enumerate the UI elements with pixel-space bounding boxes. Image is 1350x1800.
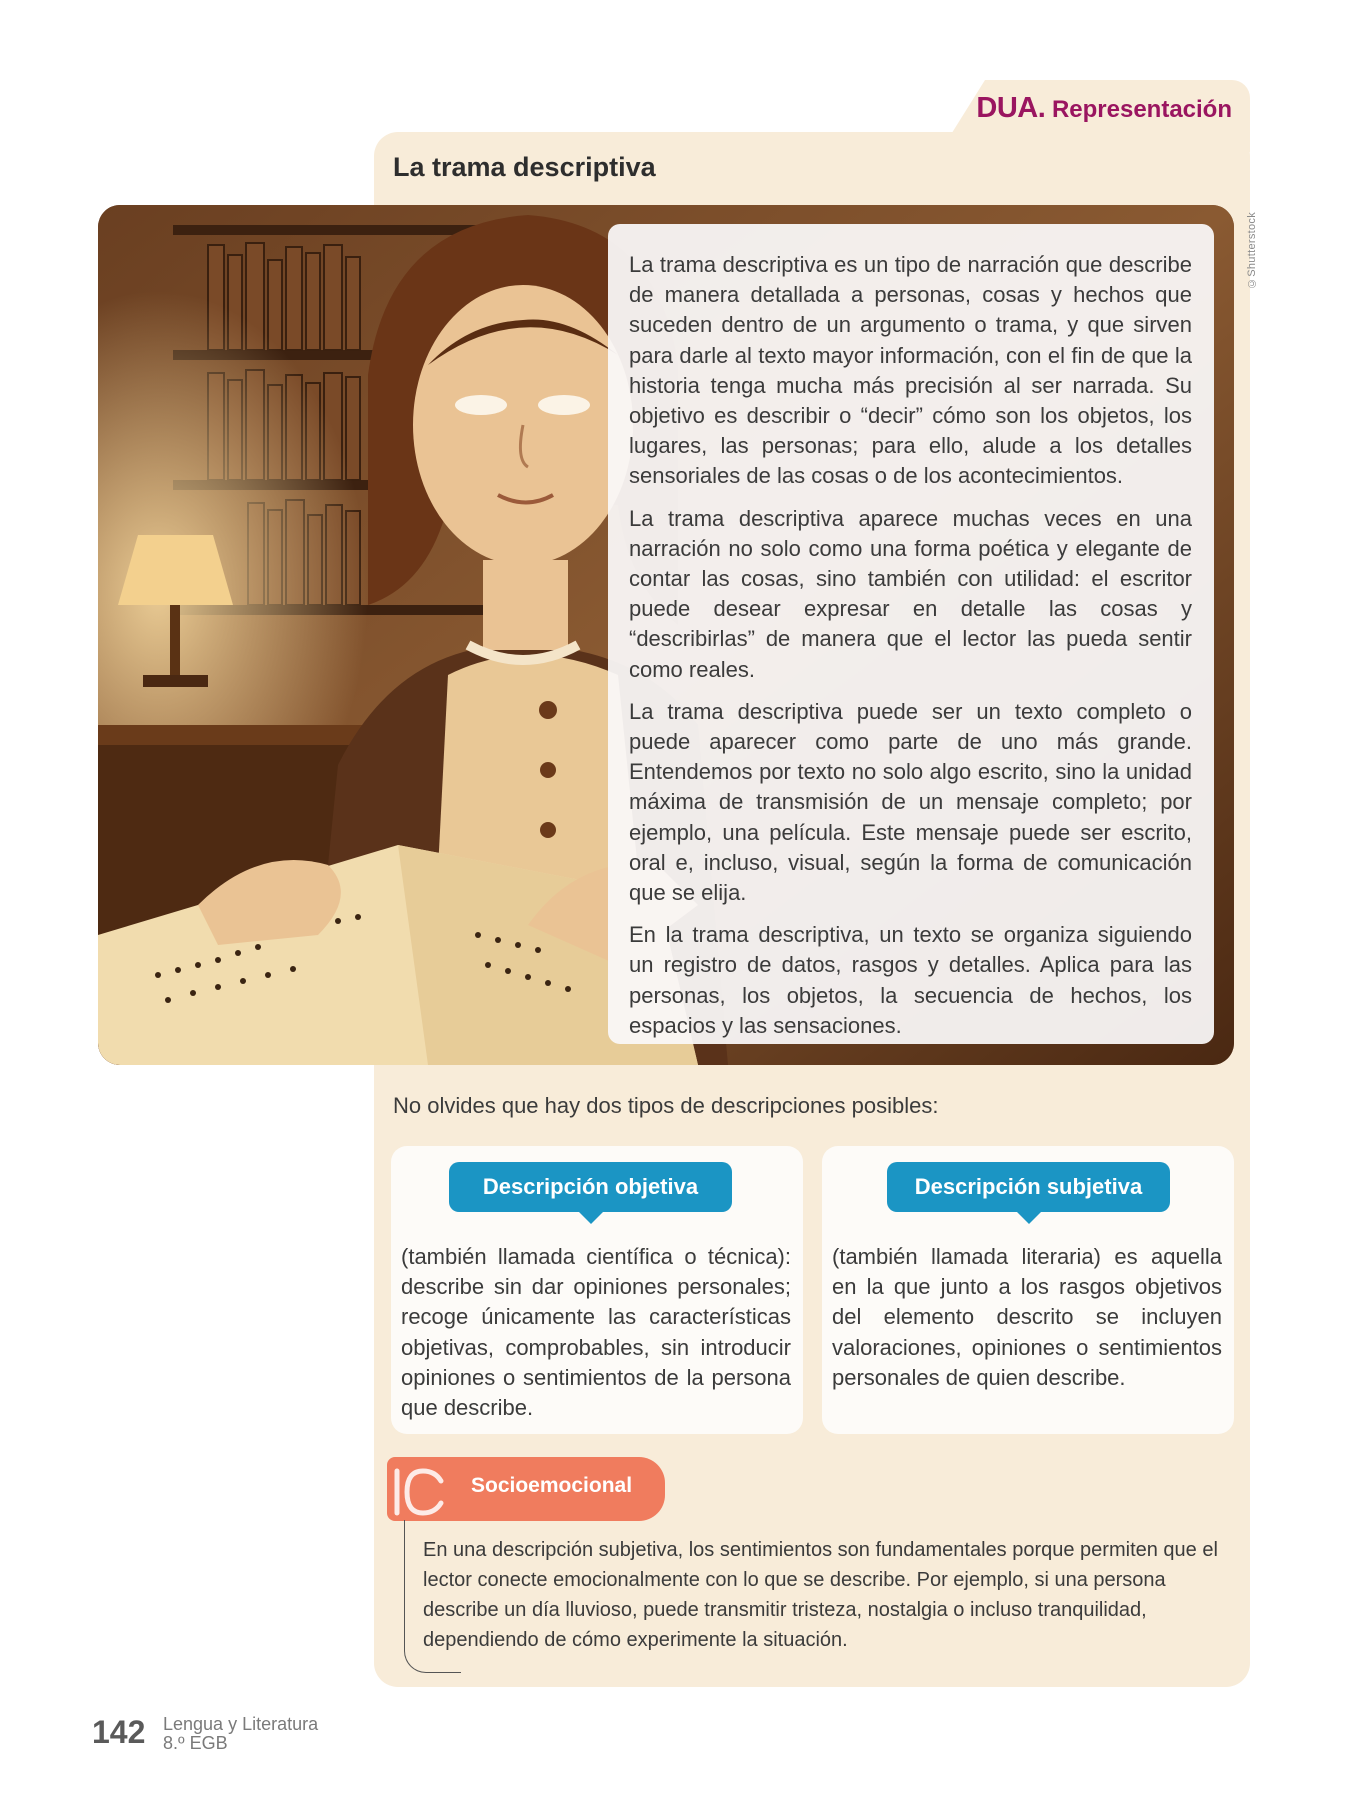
paragraph: En la trama descriptiva, un texto se organiza siguiendo un registro de datos, rasgos y detalles. Aplica para las personas, los objetos, la secuencia de hechos, los espacios y las sensaciones. [629,922,1192,1038]
image-credit: ©Shutterstock [1246,212,1258,290]
objective-description-text: (también llamada científica o técnica): describe sin dar opiniones personales; recoge únicamente las características objetivas, comprobables, sin introducir opiniones o sentimientos de la persona que describe. [401,1244,791,1421]
objective-description-card [391,1146,803,1434]
grade-level: 8.º EGB [163,1733,228,1753]
paragraph: La trama descriptiva puede ser un texto completo o puede aparecer como parte de uno más grande. Entendemos por texto no solo algo escrito, sino la unidad máxima de transmisión de un mensaje completo; por ejemplo, una película. Este mensaje puede ser escrito, oral e, incluso, visual, según la forma de comunicación que se elija. [629,698,1192,906]
subjective-description-label: Descripción subjetiva [887,1162,1170,1212]
paragraph: La trama descriptiva es un tipo de narración que describe de manera detallada a personas, cosas y hechos que suceden dentro de un argumento o trama, y que sirven para darle al texto mayor información, con el fin de que la historia tenga mucha más precisión al ser narrada. Su objetivo es describir o “decir” cómo son los objetos, los lugares, las personas; para ello, alude a los detalles sensoriales de las cosas o de los acontecimientos. [629,252,1192,489]
reminder-text: No olvides que hay dos tipos de descripciones posibles: [393,1093,939,1118]
paragraph: La trama descriptiva aparece muchas veces en una narración no solo como una forma poética y elegante de contar las cosas, sino también con utilidad: el escritor puede desear expresar en detalle las cosas y “describirlas” de manera que el lector las pueda sentir como reales. [629,505,1192,682]
subject-name: Lengua y Literatura [163,1714,319,1734]
page-number: 142 [92,1714,146,1750]
socioemotional-text: En una descripción subjetiva, los sentimientos son fundamentales porque permiten que el lector conecte emocionalmente con lo que se describe. Por ejemplo, si una persona describe un día lluvioso, puede transmitir tristeza, nostalgia o incluso tranquilidad, dependiendo de cómo experimente la situación. [423,1539,1218,1651]
main-text-box [608,224,1214,1044]
subjective-description-card [822,1146,1234,1434]
dua-label: Representación [1051,96,1232,123]
subjective-description-text: (también llamada literaria) es aquella en la que junto a los rasgos objetivos del elemento descrito se incluyen valoraciones, opiniones o sentimientos personales de quien describe. [832,1244,1222,1390]
dua-prefix: DUA. [976,92,1046,124]
ic-icon [391,1467,447,1517]
socioemotional-badge [387,1457,665,1521]
footer-subject [163,1715,318,1753]
objective-description-label: Descripción objetiva [449,1162,732,1212]
section-title: La trama descriptiva [393,152,656,182]
dua-heading [976,92,1232,125]
socioemotional-label: Socioemocional [471,1474,633,1497]
